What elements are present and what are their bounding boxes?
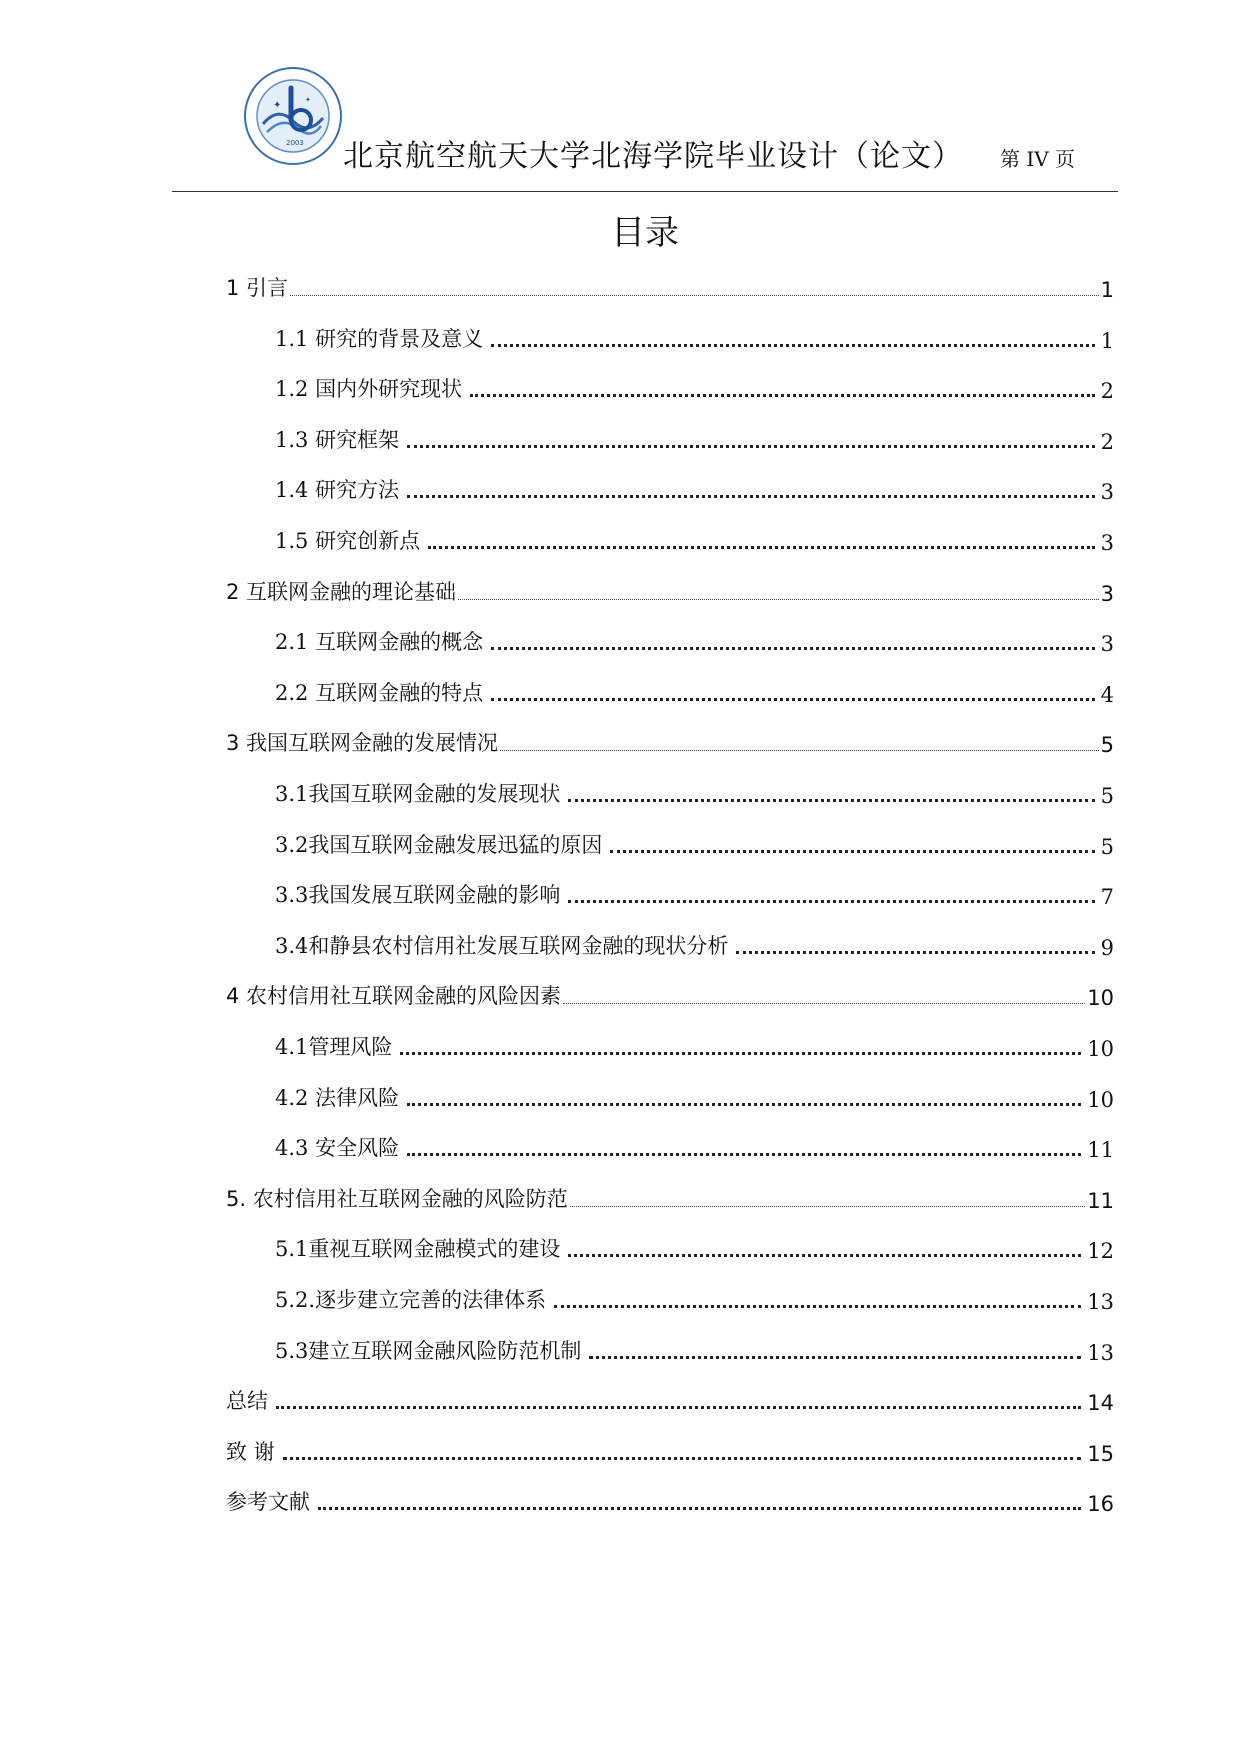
toc-dot-leader	[283, 1457, 1082, 1460]
toc-entry-text: 3.2我国互联网金融发展迅猛的原因	[275, 832, 603, 857]
toc-entry[interactable]	[275, 420, 1114, 456]
toc-entry-text: 4.1管理风险	[275, 1035, 393, 1059]
toc-entry-page: 10	[1087, 1087, 1114, 1112]
toc-entry-page: 12	[1087, 1239, 1114, 1264]
page-number: 第 IV 页	[1000, 147, 1076, 171]
toc-entry[interactable]	[275, 470, 1114, 506]
svg-text:✦: ✦	[273, 100, 282, 111]
toc-dot-leader	[458, 599, 1099, 600]
header-rule	[172, 191, 1118, 192]
toc-entry[interactable]	[275, 926, 1114, 962]
toc-dot-leader	[568, 799, 1094, 802]
toc-dot-leader	[610, 850, 1094, 853]
toc-entry-text: 1.2 国内外研究现状	[275, 377, 463, 402]
toc-entry-text: 2 互联网金融的理论基础	[226, 579, 457, 604]
toc-entry-text: 1.5 研究创新点	[275, 529, 421, 553]
toc-entry[interactable]	[275, 875, 1114, 911]
toc-dot-leader	[318, 1507, 1081, 1510]
toc-entry-page: 13	[1087, 1290, 1114, 1314]
toc-entry-text: 参考文献	[226, 1490, 310, 1515]
toc-entry-text: 1.3 研究框架	[275, 427, 400, 452]
toc-entry-page: 13	[1087, 1340, 1114, 1365]
toc-dot-leader	[491, 344, 1095, 347]
toc-dot-leader	[568, 900, 1094, 903]
toc-entry-page: 15	[1087, 1441, 1114, 1466]
toc-dot-leader	[491, 647, 1095, 650]
toc-entry-page: 3	[1100, 581, 1114, 606]
toc-entry-text: 5. 农村信用社互联网金融的风险防范	[226, 1186, 568, 1211]
toc-entry[interactable]	[226, 976, 1114, 1012]
university-logo	[243, 66, 343, 166]
toc-entry[interactable]	[226, 723, 1114, 759]
toc-entry-text: 3 我国互联网金融的发展情况	[226, 731, 499, 756]
toc-entry-text: 3.1我国互联网金融的发展现状	[275, 782, 561, 806]
toc-entry[interactable]	[275, 319, 1114, 355]
toc-dot-leader	[570, 1206, 1086, 1207]
toc-entry-text: 4.2 法律风险	[275, 1085, 400, 1110]
toc-dot-leader	[407, 445, 1095, 448]
toc-entry[interactable]	[275, 1078, 1114, 1114]
svg-text:✦: ✦	[305, 96, 311, 104]
toc-entry-page: 3	[1100, 632, 1114, 657]
toc-dot-leader	[563, 1003, 1085, 1004]
toc-entry[interactable]	[226, 572, 1114, 608]
toc-entry[interactable]	[226, 1432, 1114, 1468]
toc-entry[interactable]	[275, 622, 1114, 658]
toc-dot-leader	[554, 1305, 1081, 1308]
toc-entry-text: 5.2.逐步建立完善的法律体系	[275, 1288, 547, 1312]
toc-entry-page: 2	[1100, 379, 1114, 404]
toc-dot-leader	[407, 1103, 1081, 1106]
toc-dot-leader	[736, 951, 1094, 954]
toc-entry[interactable]	[275, 673, 1114, 709]
toc-dot-leader	[428, 546, 1095, 549]
toc-dot-leader	[568, 1254, 1081, 1257]
toc-entry[interactable]	[275, 1280, 1114, 1316]
toc-entry-text: 2.2 互联网金融的特点	[275, 680, 484, 705]
toc-entry-text: 4.3 安全风险	[275, 1136, 400, 1161]
toc-dot-leader	[470, 394, 1095, 397]
toc-entry-page: 10	[1087, 986, 1114, 1011]
toc-entry-page: 9	[1100, 935, 1114, 960]
toc-dot-leader	[407, 495, 1095, 498]
toc-entry-text: 1.1 研究的背景及意义	[275, 326, 484, 351]
toc-entry-page: 16	[1087, 1492, 1114, 1517]
header-title: 北京航空航天大学北海学院毕业设计（论文）	[343, 139, 963, 174]
toc-dot-leader	[400, 1052, 1081, 1055]
toc-entry-text: 3.4和静县农村信用社发展互联网金融的现状分析	[275, 933, 729, 958]
toc-entry-page: 7	[1100, 885, 1114, 910]
toc-entry-text: 2.1 互联网金融的概念	[275, 630, 484, 655]
toc-entry-text: 1.4 研究方法	[275, 478, 400, 503]
toc-entry-text: 5.3建立互联网金融风险防范机制	[275, 1338, 582, 1363]
toc-entry-page: 11	[1087, 1138, 1114, 1163]
toc-entry-page: 2	[1100, 429, 1114, 454]
toc-entry-text: 总结	[226, 1389, 268, 1414]
toc-dot-leader	[290, 295, 1099, 296]
toc-entry[interactable]	[275, 1128, 1114, 1164]
toc-entry-text: 5.1重视互联网金融模式的建设	[275, 1237, 561, 1262]
toc-entry-page: 10	[1087, 1037, 1114, 1061]
toc-dot-leader	[500, 750, 1099, 751]
toc-dot-leader	[589, 1356, 1081, 1359]
toc-entry-page: 5	[1100, 834, 1114, 859]
toc-title: 目录	[611, 213, 679, 253]
toc-entry[interactable]	[275, 521, 1114, 557]
toc-entry-page: 3	[1100, 531, 1114, 555]
toc-entry-page: 5	[1100, 733, 1114, 758]
toc-entry[interactable]	[275, 1331, 1114, 1367]
toc-entry[interactable]	[275, 825, 1114, 861]
toc-entry[interactable]	[226, 1482, 1114, 1518]
toc-dot-leader	[276, 1406, 1081, 1409]
toc-entry[interactable]	[275, 369, 1114, 405]
toc-entry-page: 4	[1100, 682, 1114, 707]
toc-entry[interactable]	[226, 1381, 1114, 1417]
toc-entry[interactable]	[226, 268, 1114, 304]
toc-entry-text: 3.3我国发展互联网金融的影响	[275, 883, 561, 908]
toc-dot-leader	[407, 1153, 1081, 1156]
toc-entry-page: 14	[1087, 1391, 1114, 1416]
toc-entry-text: 1 引言	[226, 276, 289, 300]
logo-year: 2003	[286, 139, 304, 147]
toc-entry[interactable]	[275, 1027, 1114, 1063]
toc-entry-page: 11	[1087, 1188, 1114, 1213]
toc-entry-page: 3	[1100, 480, 1114, 505]
toc-entry-page: 1	[1100, 278, 1114, 302]
toc-entry[interactable]	[275, 774, 1114, 810]
toc-entry-page: 5	[1100, 784, 1114, 808]
toc-entry-text: 4 农村信用社互联网金融的风险因素	[226, 984, 562, 1009]
toc-dot-leader	[491, 698, 1095, 701]
toc-entry-text: 致 谢	[226, 1439, 275, 1464]
toc-entry[interactable]	[226, 1179, 1114, 1215]
toc-entry[interactable]	[275, 1229, 1114, 1265]
toc-entry-page: 1	[1100, 328, 1114, 353]
